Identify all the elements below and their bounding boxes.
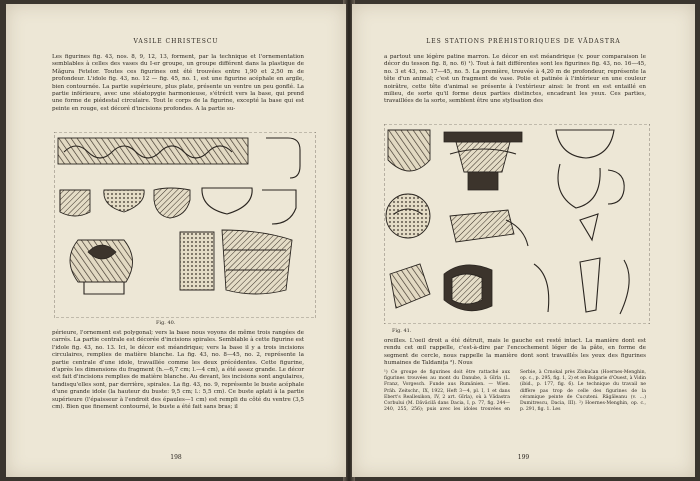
left-paragraph-bottom: périeure, l'ornement est polygonal; vers la base nous voyons de même trois rangées de carrés. La partie centrale est décorée d'incisions spirales. Semblable à cette figurine est l'idole fig. 43, no. 13. Ici, le décor est méandrique; vers la base il y a trois incisions circulaires, remplies de matière blanche. La fig. 43, no. 8—45, no. 2, représente la partie centrale d'une idole, travaillée comme les deux précédentes. Cette figurine, d'après les dimensions du fragment (h.—6,7 cm; l.—4 cm), a été assez grande. Le décor est fait d'incisions remplies de matière blanche. Au devant, les incisions sont angulaires, tandisqu'elles sont, par derrière, spirales. La fig. 43, no. 9, représente le buste acéphale d'une grande idole (la hauteur du buste: 9,5 cm; l.: 5,5 cm). Ce buste aplati à la partie supérieure (l'épaisseur à l'endroit des épaules—1 cm) est rempli du côté du ventre (3,5 cm). Bien que finement contourné, le buste a été fait sans bras; il: [52, 330, 304, 411]
left-page-number: 198: [170, 454, 182, 461]
right-running-header: LES STATIONS PRÉHISTORIQUES DE VĂDASTRA: [426, 38, 621, 45]
right-figure-41: [384, 124, 650, 324]
right-paragraph-top: a partout une légère patine marron. Le décor en est méandrique (v. pour comparaison le décor du tesson fig. 8, no. 6) ¹). Tout à fait différentes sont les figurines fig. 43, no. 16—45, no. 3 et 43, no. 17—45, no. 5. La première, trouvée à 4,20 m de profondeur, représente la tête d'un animal; c'est un fragment de vase. Polie et patinée à l'intérieur en une couleur noirâtre, cette tête d'animal se présente à l'extérieur ainsi: le front en est entaillé en milieu, de sorte qu'il forme deux parties distinctes, encadrant les yeux. Ces parties, travaillées de la sorte, semblent être une stylisation des: [384, 54, 646, 105]
right-footnotes: ¹) Ce groupe de figurines doit être rattaché aux figurines trouvées au mont du Danube, à Gîrla (L. Franz, Vorgesch. Funde aus Rumänien. — Wien. Präh. Zeitschr., IX, 1922, Heft 3—4, pl. I, 1 et dans Ebert's Reallexikon, IV, 2 art. Gîrla), où à Vădastra Corbului (M. Dăvăcilă dans Dacia, I, p. 77, fig. 244—240, 255, 256); puis avec les idoles trouvées en Serbie, à Crnokal près Zlokućan (Hoernes-Menghin, op. c., p. 295, fig. 1, 2) et en Bulgarie d'Ouest, à Vidin (ibid., p. 177, fig. 6). Le technique du travail ne diffère pas trop de celle des figurines de la céramique peinte de Cucuteni. Răgăleanu (v. ...) Dumitrescu, Dacia, III). ²) Hoernes-Menghin, op. c., p. 291, fig. 1. Les: [384, 370, 646, 413]
right-figure-caption: Fig. 41.: [392, 328, 412, 334]
left-figure-40: [54, 132, 316, 318]
right-paragraph-bottom: oreilles. L'oeil droit a été détruit, mais le gauche est resté intact. La manière dont est rendu cet œil rappelle, c'est-à-dire par l'encochement léger de la pâte, en forme de segment de cercle, nous rappelle la manière dont sont travaillés les yeux des figurines humaines de Taldanița ²). Nous: [384, 338, 646, 367]
right-page-number: 199: [517, 454, 530, 461]
left-paragraph-top: Les figurines fig. 43, nos. 8, 9, 12, 13, forment, par la technique et l'ornementation semblables à celles des vases du I-er groupe, un groupe différent dans la plastique de Măgura Fetelor. Toutes ces figurines ont été trouvées entre 1,90 et 2,50 m de profondeur. L'idole fig. 43, no. 12 — fig. 45, no. 1, est une figurine acéphale en argile, bien contournée. La partie supérieure, plus plate, présente un ventre un peu gonflé. La partie inférieure, avec une stéatopygie harmonieuse, s'étrécit vers la base, qui prend une forme de piédestal circulaire. Tout le corps de la figurine, excepté la base qui est peinte en rouge, est décoré d'incisions profondes. A la partie su-: [52, 54, 304, 112]
left-figure-caption: Fig. 40.: [156, 320, 176, 326]
right-page: [352, 4, 695, 477]
left-running-header: VASILE CHRISTESCU: [133, 38, 219, 45]
left-page: [6, 4, 346, 477]
